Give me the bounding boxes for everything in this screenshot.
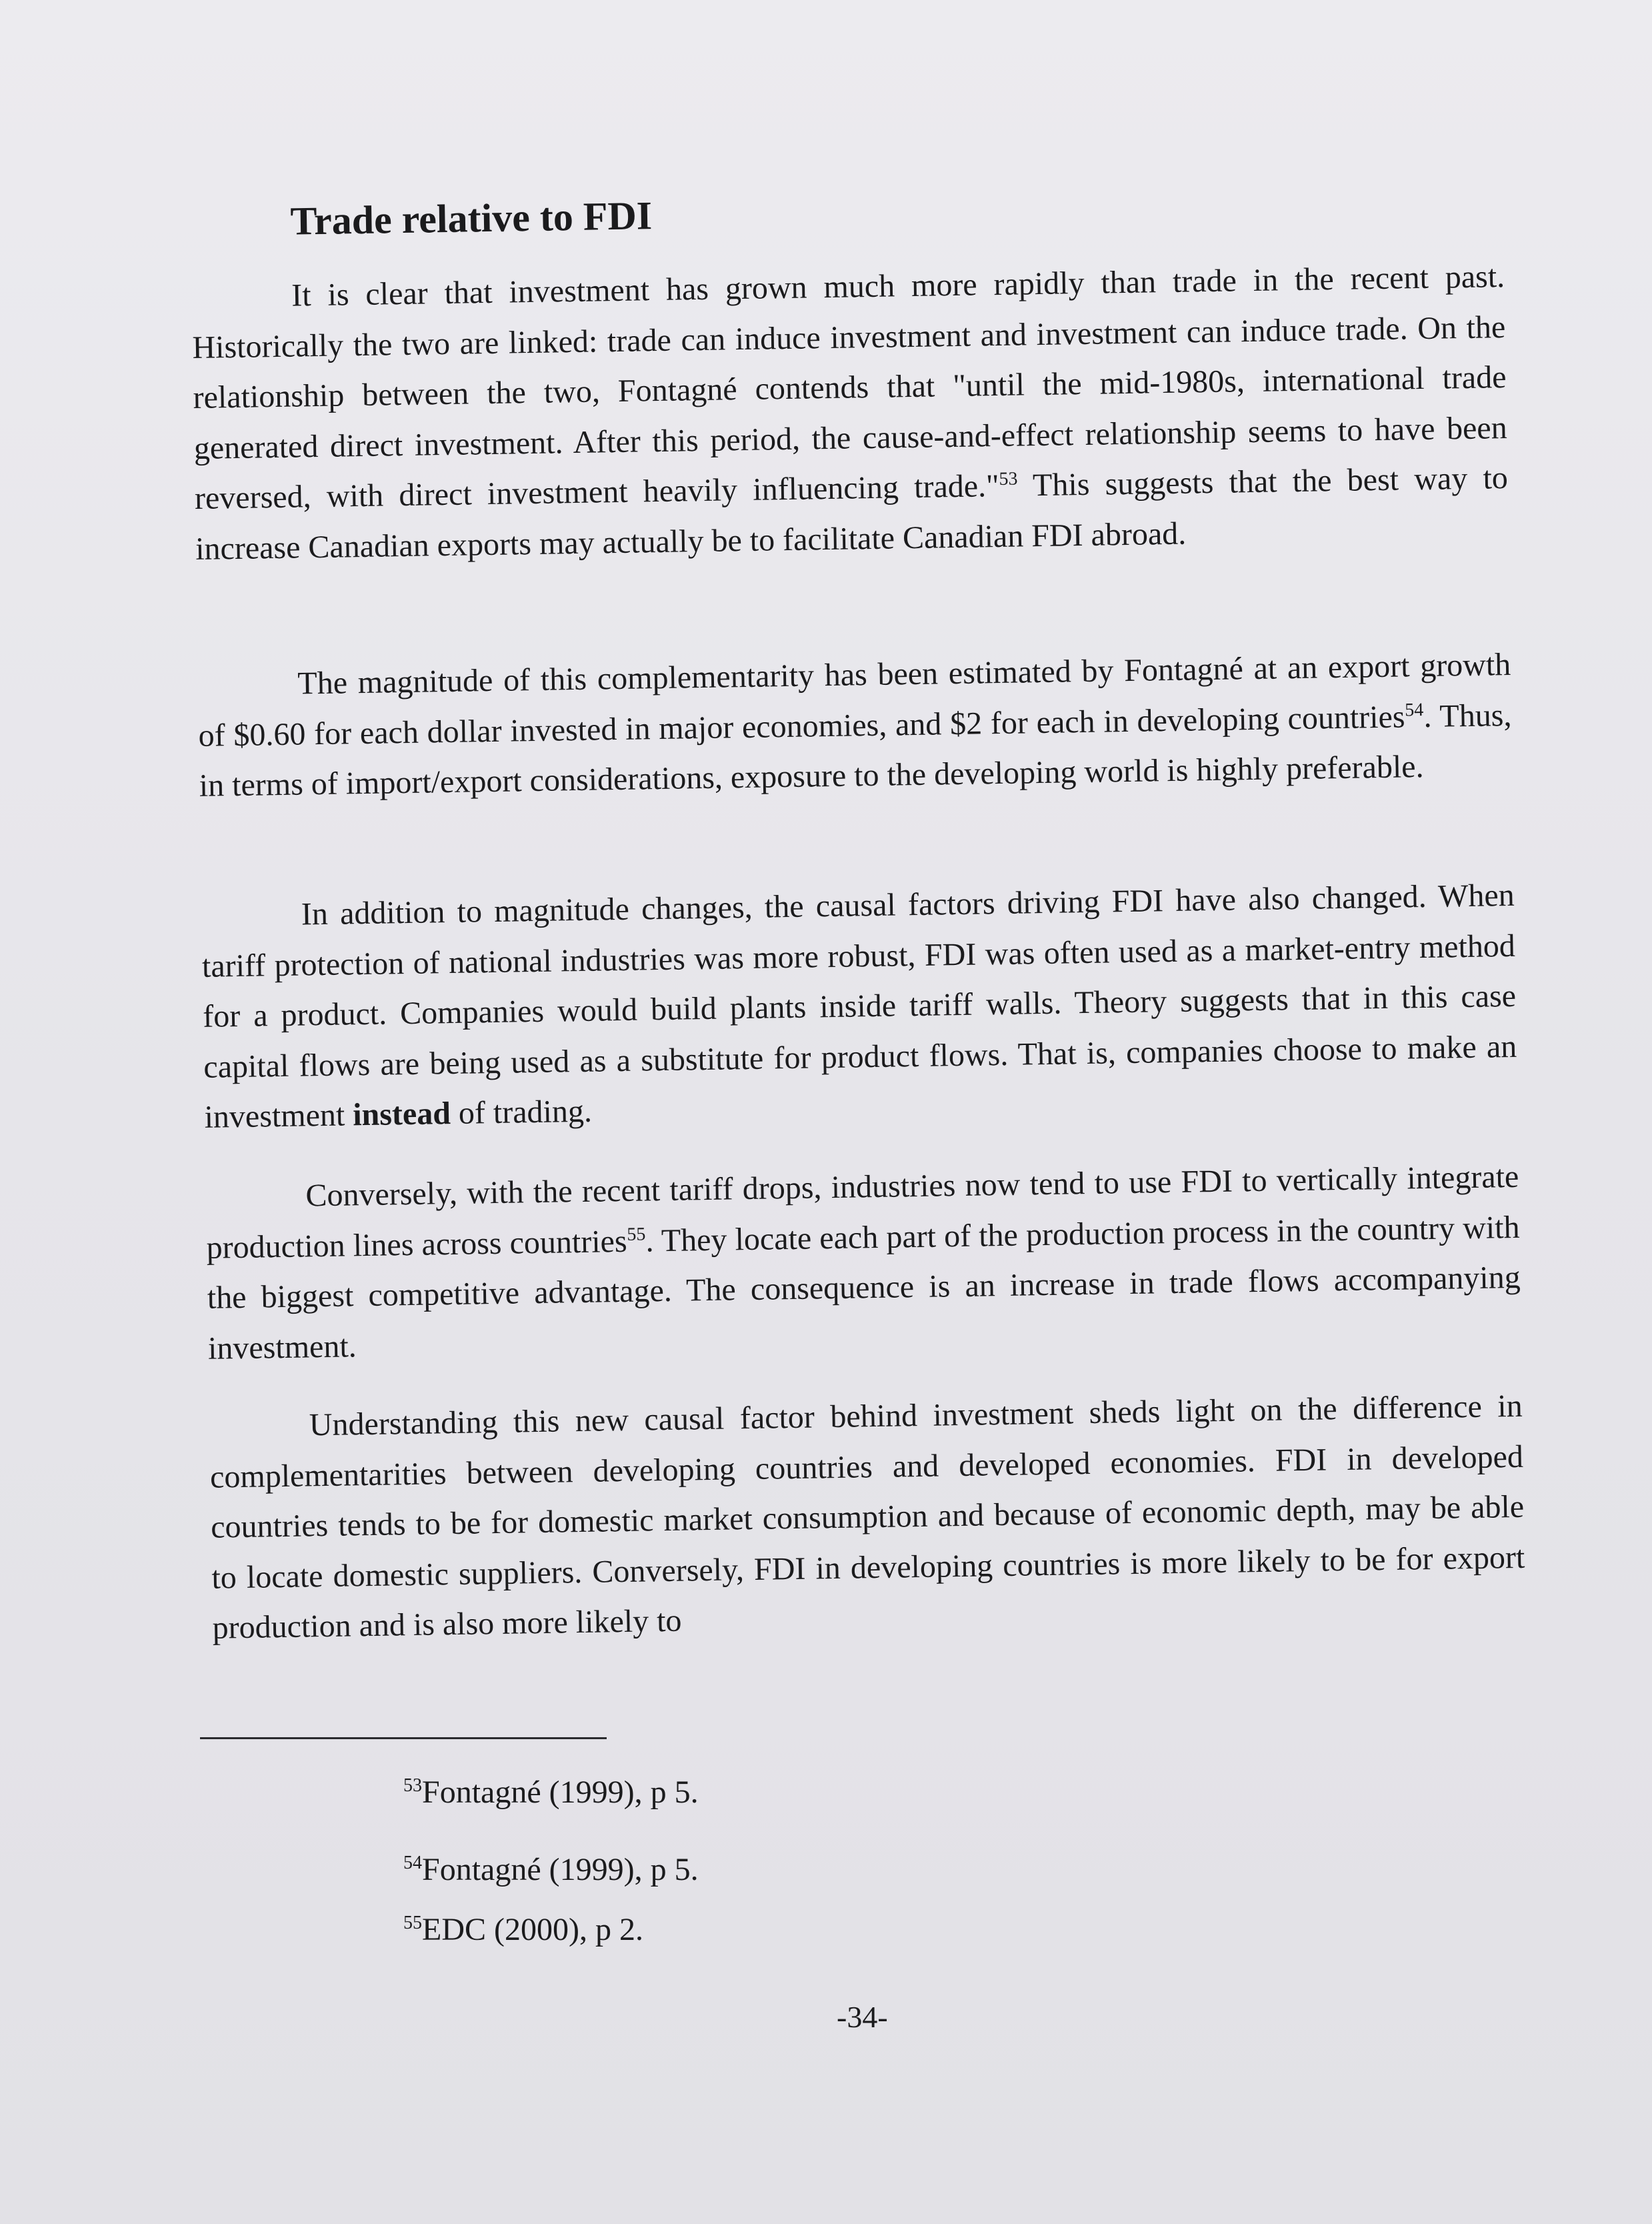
paragraph-5-text: Understanding this new causal factor behind investment sheds light on the difference in complementarities between developing countries and developed economies. FDI in developed countries tends to be for domestic market consumption and because of economic depth, may be able to locate domestic suppliers. Conversely, FDI in developing countries is more likely to be for export production and is also more likely to xyxy=(209,1388,1525,1646)
footnote-55 xyxy=(403,1911,643,1948)
paragraph-2 xyxy=(197,640,1513,811)
paragraph-1-text-b: This suggests that the best way to increase Canadian exports may actually be to facilitate Canadian FDI abroad. xyxy=(195,460,1509,567)
section-heading: Trade relative to FDI xyxy=(289,193,653,243)
footnote-ref-55: 55 xyxy=(627,1223,646,1245)
paragraph-1 xyxy=(191,251,1509,574)
paragraph-5 xyxy=(209,1381,1526,1653)
footnote-divider xyxy=(200,1737,607,1739)
paragraph-2-text-b: . Thus, in terms of import/export considerations, exposure to the developing world is highly preferable. xyxy=(199,697,1512,804)
footnote-number: 53 xyxy=(403,1775,422,1796)
footnote-53 xyxy=(403,1774,699,1811)
footnote-number: 54 xyxy=(403,1853,422,1873)
paragraph-2-text-a: The magnitude of this complementarity has been estimated by Fontagné at an export growth of $0.60 for each dollar invested in major economies, and $2 for each in developing countries xyxy=(198,646,1511,754)
paragraph-4 xyxy=(205,1152,1522,1374)
footnote-number: 55 xyxy=(403,1913,422,1933)
paragraph-3-text-a: In addition to magnitude changes, the causal factors driving FDI have also changed. When tariff protection of national industries was more robust, FDI was often used as a market-entry method for a product. Companies would build plants inside tariff walls. Theory suggests that in this case capital flows are being used as a substitute for product flows. That is, companies choose to make an investment xyxy=(201,877,1517,1135)
footnote-ref-54: 54 xyxy=(1405,699,1424,720)
paragraph-4-text-a: Conversely, with the recent tariff drops, industries now tend to use FDI to vertically integrate production lines across countries xyxy=(206,1158,1519,1266)
footnote-ref-53: 53 xyxy=(999,468,1018,489)
footnote-text: Fontagné (1999), p 5. xyxy=(422,1775,699,1810)
paragraph-3-text-b: of trading. xyxy=(450,1093,593,1132)
page-content xyxy=(190,179,1525,1646)
emphasis-instead: instead xyxy=(352,1096,451,1133)
footnote-54 xyxy=(403,1851,699,1888)
footnote-text: EDC (2000), p 2. xyxy=(422,1912,643,1947)
paragraph-3 xyxy=(201,870,1518,1142)
paragraph-4-text-b: . They locate each part of the production process in the country with the biggest competitive advantage. The consequence is an increase in trade flows accompanying investment. xyxy=(207,1209,1521,1366)
footnote-text: Fontagné (1999), p 5. xyxy=(422,1852,699,1887)
page-number: -34- xyxy=(837,2000,888,2034)
paragraph-1-text-a: It is clear that investment has grown much more rapidly than trade in the recent past. Historically the two are linked: trade can induce investment and investment can induce trade. On the relationship between the two, Fontagné contends that "until the mid-1980s, international trade generated direct investment. After this period, the cause-and-effect relationship seems to have been reversed, with direct investment heavily influencing trade." xyxy=(192,259,1508,516)
